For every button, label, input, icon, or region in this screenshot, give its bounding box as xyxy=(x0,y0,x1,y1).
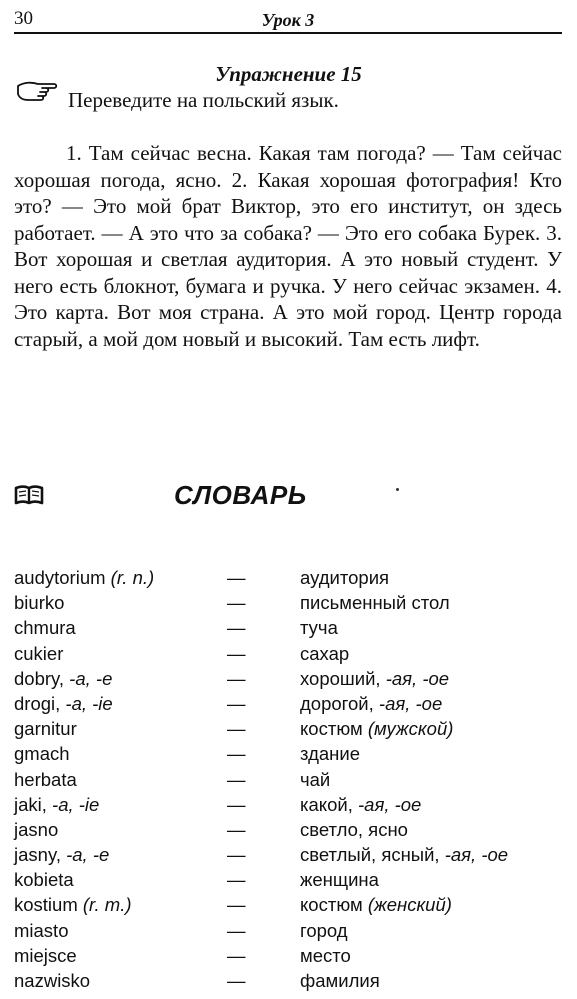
entry-term-word: dobry, xyxy=(14,667,65,689)
entry-translation xyxy=(300,567,389,589)
exercise-text: 1. Там сейчас весна. Какая там погода? — Там сейчас хорошая погода, ясно. 2. Какая хорошая фотография! Кто это? — Это мой брат Виктор, это его институт, он здесь работает. — А это что за собака? — Это его собака Бурек. 3. Вот хорошая и светлая аудитория. А это новый студент. У него есть блокнот, бумага и ручка. У него сейчас экзамен. 4. Это карта. Вот моя страна. А это мой город. Центр города старый, а мой дом новый и высокий. Там есть лифт. xyxy=(14,141,562,351)
entry-translation xyxy=(300,592,450,614)
entry-term xyxy=(14,920,69,942)
entry-term-grammar-note: -a, -ie xyxy=(46,793,100,815)
entry-term-word: jasny, xyxy=(14,844,61,866)
entry-dash: — xyxy=(227,692,246,714)
entry-dash: — xyxy=(227,944,246,966)
entry-translation xyxy=(300,693,442,715)
entry-translation xyxy=(300,869,379,891)
entry-translation-word: туча xyxy=(300,617,338,639)
entry-dash: — xyxy=(227,793,246,815)
dictionary-list xyxy=(14,567,574,995)
entry-term-grammar-note: -a, -e xyxy=(60,844,110,866)
entry-translation-word: костюм xyxy=(300,718,363,740)
entry-dash: — xyxy=(227,970,246,991)
entry-translation xyxy=(300,617,338,639)
entry-term-word: jaki, xyxy=(14,793,47,815)
entry-term-word: audytorium xyxy=(14,567,106,588)
entry-translation xyxy=(300,920,348,942)
entry-term-grammar-note: -a, -e xyxy=(64,667,113,689)
entry-translation xyxy=(300,743,360,765)
entry-dash: — xyxy=(227,768,246,790)
entry-dash: — xyxy=(227,743,246,765)
entry-translation-word: светло, ясно xyxy=(300,818,408,840)
entry-dash: — xyxy=(227,919,246,941)
entry-term-word: garnitur xyxy=(14,718,77,740)
exercise-instruction: Переведите на польский язык. xyxy=(68,88,339,112)
entry-dash: — xyxy=(227,567,246,588)
dictionary-entry xyxy=(14,668,574,693)
entry-translation-word: костюм xyxy=(300,894,363,916)
entry-dash: — xyxy=(227,869,246,891)
entry-translation-note: -ая, -ое xyxy=(352,793,422,815)
entry-term-word: miasto xyxy=(14,919,69,941)
entry-term-word: kobieta xyxy=(14,869,74,891)
entry-term-word: biurko xyxy=(14,592,65,614)
entry-translation xyxy=(300,819,408,841)
entry-term xyxy=(14,945,77,967)
entry-translation-word: город xyxy=(300,919,348,941)
dictionary-entry xyxy=(14,592,574,617)
entry-translation-word: аудитория xyxy=(300,567,390,588)
entry-translation-word: здание xyxy=(300,743,360,765)
dictionary-entry xyxy=(14,718,574,743)
dictionary-entry xyxy=(14,844,574,869)
entry-term-word: gmach xyxy=(14,743,70,765)
dictionary-entry xyxy=(14,693,574,718)
entry-term xyxy=(14,819,58,841)
entry-translation xyxy=(300,794,421,816)
entry-translation-word: фамилия xyxy=(300,970,380,991)
dictionary-entry xyxy=(14,894,574,919)
entry-translation-note: -ая, -ое xyxy=(439,844,509,866)
entry-translation-word: светлый, ясный, xyxy=(300,844,440,866)
entry-dash: — xyxy=(227,667,246,689)
entry-term xyxy=(14,794,99,816)
entry-translation-note: (мужской) xyxy=(362,718,454,740)
page-number: 30 xyxy=(14,8,33,29)
entry-term-grammar-note: (r. m.) xyxy=(77,894,132,916)
entry-dash: — xyxy=(227,718,246,740)
entry-term xyxy=(14,643,63,665)
exercise-title: Упражнение 15 xyxy=(215,62,362,86)
entry-translation-word: хороший, xyxy=(300,667,381,689)
entry-translation xyxy=(300,718,453,740)
entry-term xyxy=(14,769,77,791)
pointing-hand-icon xyxy=(16,80,58,104)
entry-term xyxy=(14,718,77,740)
entry-translation xyxy=(300,894,452,916)
entry-translation-word: письменный стол xyxy=(300,592,450,614)
entry-term-word: jasno xyxy=(14,818,59,840)
dictionary-entry xyxy=(14,970,574,995)
entry-dash: — xyxy=(227,844,246,866)
entry-term xyxy=(14,743,70,765)
dictionary-entry xyxy=(14,617,574,642)
entry-translation-word: сахар xyxy=(300,642,350,664)
dictionary-entry xyxy=(14,945,574,970)
dictionary-entry xyxy=(14,819,574,844)
entry-term xyxy=(14,668,112,690)
entry-term xyxy=(14,617,76,639)
entry-translation-word: чай xyxy=(300,768,331,790)
entry-term-word: miejsce xyxy=(14,944,77,966)
print-speck xyxy=(396,488,399,491)
entry-translation-word: какой, xyxy=(300,793,353,815)
dictionary-title: СЛОВАРЬ xyxy=(174,480,307,510)
entry-term xyxy=(14,869,74,891)
entry-term-grammar-note: -a, -ie xyxy=(60,692,113,714)
entry-dash: — xyxy=(227,894,246,916)
entry-dash: — xyxy=(227,818,246,840)
entry-dash: — xyxy=(227,592,246,614)
entry-translation-note: -ая, -ое xyxy=(380,667,450,689)
entry-translation xyxy=(300,668,449,690)
entry-dash: — xyxy=(227,642,246,664)
entry-term xyxy=(14,592,64,614)
dictionary-entry xyxy=(14,920,574,945)
entry-term-word: cukier xyxy=(14,642,64,664)
entry-term-word: herbata xyxy=(14,768,77,790)
lesson-title: Урок 3 xyxy=(261,10,315,30)
entry-translation xyxy=(300,945,351,967)
entry-term-grammar-note: (r. n.) xyxy=(105,567,155,588)
dictionary-entry xyxy=(14,643,574,668)
entry-translation-note: -ая, -ое xyxy=(373,692,443,714)
entry-term-word: chmura xyxy=(14,617,76,639)
entry-translation-word: место xyxy=(300,944,351,966)
entry-translation xyxy=(300,844,508,866)
entry-translation-word: дорогой, xyxy=(300,692,374,714)
dictionary-entry xyxy=(14,769,574,794)
entry-term xyxy=(14,693,113,715)
open-book-icon xyxy=(14,484,44,506)
entry-dash: — xyxy=(227,617,246,639)
entry-translation-note: (женский) xyxy=(362,894,452,916)
dictionary-entry xyxy=(14,743,574,768)
page-header xyxy=(14,4,562,34)
entry-translation-word: женщина xyxy=(300,869,379,891)
dictionary-entry xyxy=(14,794,574,819)
entry-term xyxy=(14,567,154,589)
entry-translation xyxy=(300,970,380,992)
entry-term xyxy=(14,970,90,992)
entry-translation xyxy=(300,643,349,665)
entry-term xyxy=(14,844,109,866)
entry-term xyxy=(14,894,132,916)
entry-term-word: nazwisko xyxy=(14,970,91,991)
entry-term-word: drogi, xyxy=(14,692,61,714)
dictionary-entry xyxy=(14,567,574,592)
dictionary-entry xyxy=(14,869,574,894)
entry-term-word: kostium xyxy=(14,894,78,916)
entry-translation xyxy=(300,769,330,791)
